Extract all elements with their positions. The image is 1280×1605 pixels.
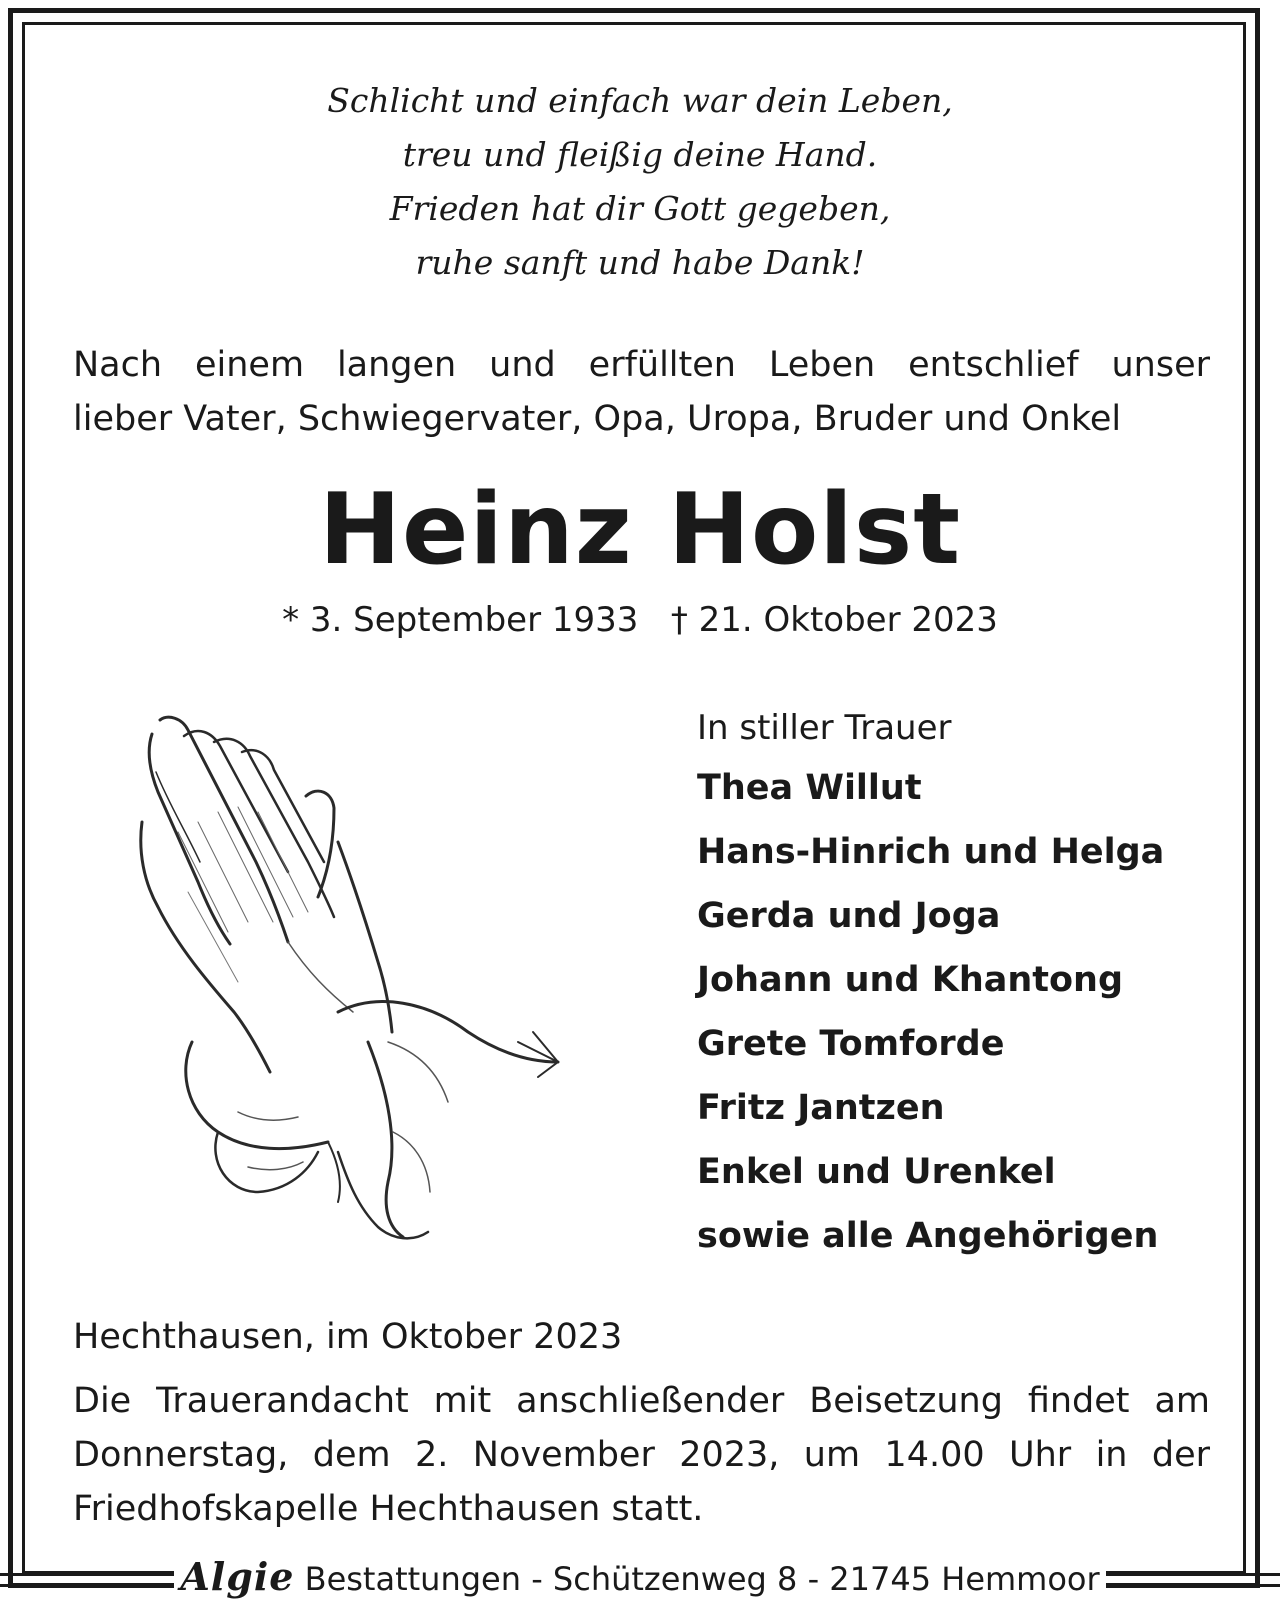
- poem-line: Frieden hat dir Gott gegeben,: [389, 189, 891, 228]
- life-dates: [0, 596, 1280, 644]
- service-notice: [73, 1374, 1210, 1536]
- place-date: Hechthausen, im Oktober 2023: [73, 1317, 623, 1357]
- intro-line: lieber Vater, Schwiegervater, Opa, Uropa, Bruder und Onkel: [73, 399, 1122, 439]
- service-line: Die Trauerandacht mit anschließender Beisetzung findet am: [73, 1381, 1210, 1421]
- service-line: Friedhofskapelle Hechthausen statt.: [73, 1489, 704, 1529]
- mourners-block: [697, 700, 1164, 1268]
- mourner-name: Johann und Khantong: [697, 960, 1124, 1000]
- intro-line: Nach einem langen und erfüllten Leben entschlief unser: [73, 345, 1210, 385]
- footer: [0, 1555, 1280, 1605]
- poem-line: ruhe sanft und habe Dank!: [415, 243, 865, 282]
- mourner-name: Gerda und Joga: [697, 896, 1001, 936]
- mourner-name: Fritz Jantzen: [697, 1088, 945, 1128]
- brand-logo: Algie: [180, 1554, 295, 1599]
- birth-date: * 3. September 1933: [282, 600, 639, 640]
- service-line: Donnerstag, dem 2. November 2023, um 14.00 Uhr in der: [73, 1435, 1210, 1475]
- mourner-name: sowie alle Angehörigen: [697, 1216, 1159, 1256]
- mourner-name: Hans-Hinrich und Helga: [697, 832, 1165, 872]
- footer-text: [174, 1555, 1105, 1601]
- mourner-name: Grete Tomforde: [697, 1024, 1005, 1064]
- mourner-name: Enkel und Urenkel: [697, 1152, 1056, 1192]
- death-date: † 21. Oktober 2023: [670, 600, 998, 640]
- intro-text: [73, 338, 1210, 446]
- mourner-list: [697, 756, 1164, 1268]
- poem-line: Schlicht und einfach war dein Leben,: [327, 81, 953, 120]
- praying-hands-icon: [138, 712, 583, 1244]
- footer-address: Bestattungen - Schützenweg 8 - 21745 Hemmoor: [304, 1560, 1100, 1598]
- poem-line: treu und fleißig deine Hand.: [402, 135, 878, 174]
- mourner-name: Thea Willut: [697, 768, 922, 808]
- memorial-poem: [0, 74, 1280, 290]
- deceased-name: Heinz Holst: [318, 473, 962, 587]
- mourning-label: In stiller Trauer: [697, 708, 952, 748]
